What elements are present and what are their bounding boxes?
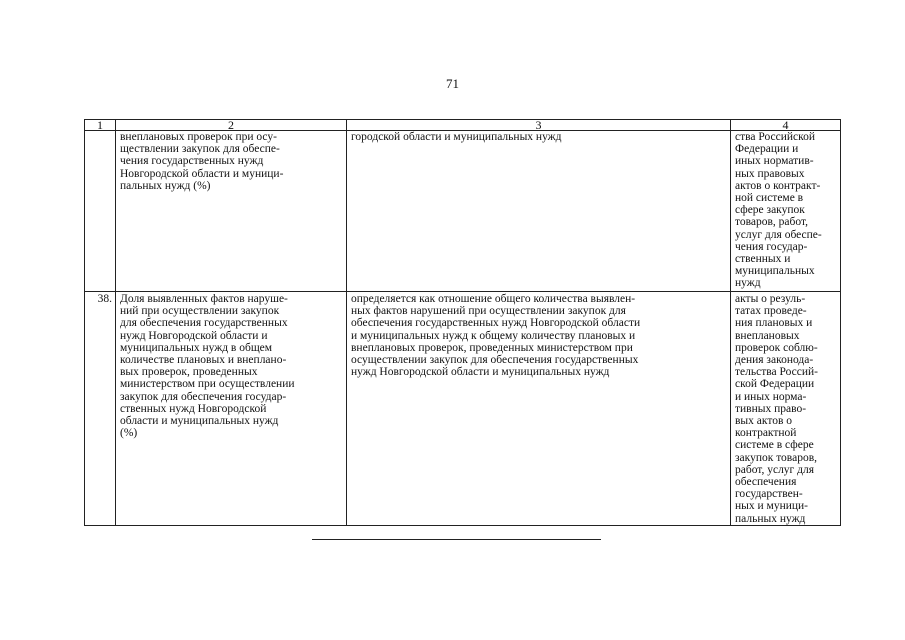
source-cell (731, 131, 841, 292)
method-cell (347, 292, 731, 526)
method-cell (347, 131, 731, 292)
indicator-cell (116, 131, 347, 292)
column-number-4: 4 (731, 120, 841, 131)
indicator-text: внеплановых проверок при осу- ществлении закупок для обеспе- чения государственных нужд Новгородской области и муници- пальных нужд (%) (120, 131, 284, 192)
page-number: 71 (446, 76, 459, 91)
row-number-cell (85, 131, 116, 292)
source-cell (731, 292, 841, 526)
column-number-2: 2 (116, 120, 347, 131)
source-text: акты о резуль- татах проведе- ния плановых и внеплановых проверок соблю- дения законода- тельства Россий- ской Федерации и иных норма- тивных право- вых актов о контрактной системе в сфере закупок товаров, работ, услуг для обеспечения государствен- ных и муници- пальных нужд (735, 293, 818, 525)
column-number-1: 1 (85, 120, 116, 131)
table-row (85, 292, 841, 526)
indicator-text: Доля выявленных фактов наруше- ний при осуществлении закупок для обеспечения государственных нужд Новгородской области и муниципальных нужд в общем количестве плановых и внеплано- вых проверок, проведенных министерством при осуществлении закупок для обеспечения государ- ственных нужд Новгородской области и муниципальных нужд (%) (120, 293, 295, 440)
indicator-cell (116, 292, 347, 526)
indicators-table (84, 119, 841, 526)
method-text: городской области и муниципальных нужд (351, 131, 562, 143)
source-text: ства Российской Федерации и иных норматив- ных правовых актов о контракт- ной системе в сфере закупок товаров, работ, услуг для обеспе- чения государ- ственных и муниципальных нужд (735, 131, 822, 290)
footer-divider (312, 539, 601, 540)
row-number-cell: 38. (85, 292, 116, 526)
column-number-3: 3 (347, 120, 731, 131)
table-row (85, 131, 841, 292)
method-text: определяется как отношение общего количества выявлен- ных фактов нарушений при осуществлении закупок для обеспечения государственных нужд Новгородской области и муниципальных нужд к общему количеству плановых и внеплановых проверок, проведенных министерством при осуществлении закупок для обеспечения государственных нужд Новгородской области и муниципальных нужд (351, 293, 641, 379)
table-header-row (85, 120, 841, 131)
